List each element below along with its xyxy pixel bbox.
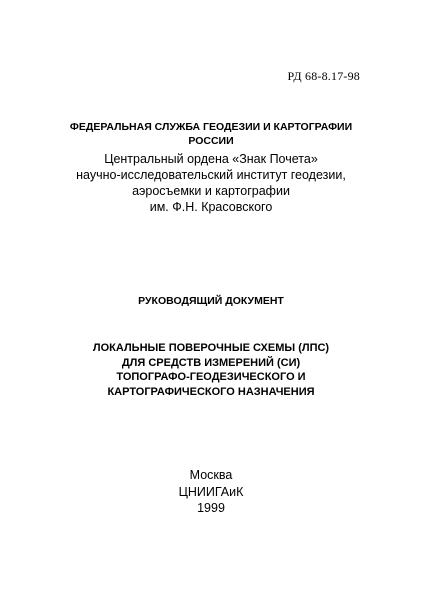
title-line: КАРТОГРАФИЧЕСКОГО НАЗНАЧЕНИЯ bbox=[107, 385, 315, 398]
institute-line: научно-исследовательский институт геодезии, bbox=[76, 168, 346, 182]
agency-line: РОССИИ bbox=[188, 135, 234, 147]
institute-line: Центральный ордена «Знак Почета» bbox=[104, 152, 318, 166]
document-title bbox=[0, 341, 422, 399]
title-line: ТОПОГРАФО-ГЕОДЕЗИЧЕСКОГО И bbox=[116, 371, 306, 383]
imprint-city: Москва bbox=[189, 468, 233, 482]
title-line: ЛОКАЛЬНЫЕ ПОВЕРОЧНЫЕ СХЕМЫ (ЛПС) bbox=[92, 342, 330, 354]
title-line: ДЛЯ СРЕДСТВ ИЗМЕРЕНИЙ (СИ) bbox=[121, 356, 301, 369]
institute-name bbox=[0, 151, 422, 215]
imprint-year: 1999 bbox=[197, 501, 225, 515]
agency-line: ФЕДЕРАЛЬНАЯ СЛУЖБА ГЕОДЕЗИИ И КАРТОГРАФИИ bbox=[69, 121, 353, 133]
institute-line: аэросъемки и картографии bbox=[132, 184, 290, 198]
imprint-publisher: ЦНИИГАиК bbox=[178, 484, 244, 499]
imprint bbox=[0, 467, 422, 517]
document-type: РУКОВОДЯЩИЙ ДОКУМЕНТ bbox=[138, 295, 284, 307]
agency-heading bbox=[0, 120, 422, 148]
institute-line: им. Ф.Н. Красовского bbox=[149, 200, 273, 214]
document-code: РД 68-8.17-98 bbox=[287, 69, 360, 83]
